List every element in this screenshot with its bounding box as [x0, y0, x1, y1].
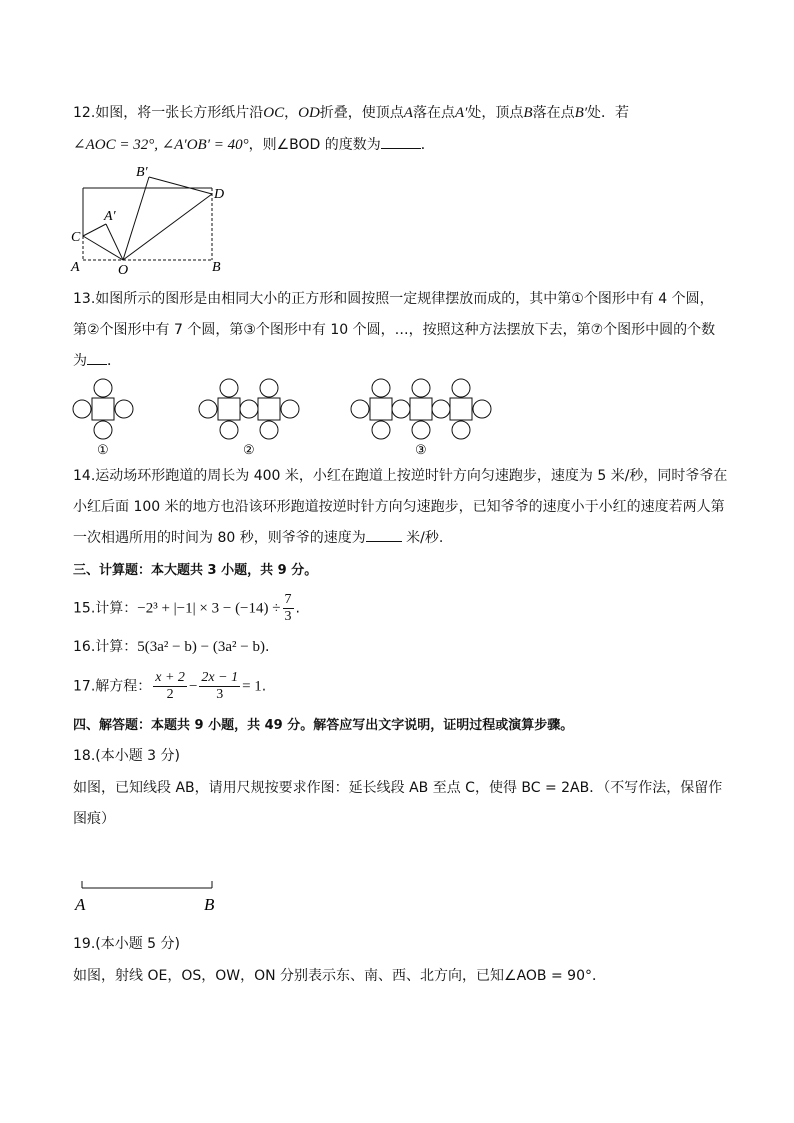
q16-end: . — [264, 639, 270, 655]
circle — [412, 421, 430, 439]
q14-line3 — [73, 528, 443, 548]
q14-line2: 小红后面 100 米的地方也沿该环形跑道按逆时针方向匀速跑步，已知爷爷的速度小于小红的速度若两人第 — [73, 499, 725, 515]
section-3-heading: 三、计算题：本大题共 3 小题，共 9 分。 — [73, 563, 318, 578]
square — [92, 398, 114, 420]
q15 — [73, 592, 300, 626]
q12-sep: ， — [284, 105, 299, 121]
q16-prefix: 16.计算： — [73, 639, 138, 655]
circle — [432, 400, 450, 418]
circle — [115, 400, 133, 418]
circle — [260, 379, 278, 397]
q14-line1: 14.运动场环形跑道的周长为 400 米，小红在跑道上按逆时针方向匀速跑步，速度为 5 米/秒，同时爷爷在 — [73, 468, 728, 484]
q12-od: OD — [298, 105, 320, 121]
q19-title: 19.(本小题 5 分) — [73, 936, 180, 952]
pattern-figure-3 — [351, 379, 491, 439]
q15-expression: −2³ + |−1| × 3 − (−14) ÷ — [137, 600, 281, 617]
q14-answer-blank[interactable] — [366, 529, 402, 542]
figure-label-3: ③ — [415, 442, 427, 457]
q15-numerator: 7 — [284, 592, 292, 607]
label-a: A — [71, 260, 80, 275]
q17-denominator-2: 3 — [216, 687, 224, 702]
q13-line1: 13.如图所示的图形是由相同大小的正方形和圆按照一定规律摆放而成的，其中第①个图形中有 4 个圆， — [73, 291, 714, 307]
figure-label-1: ① — [97, 442, 109, 457]
q12-line2 — [73, 135, 435, 155]
circle — [94, 421, 112, 439]
q12-oc: OC — [263, 105, 285, 121]
q12-answer-blank[interactable] — [381, 136, 421, 149]
fold-line-od — [123, 194, 212, 260]
q13-answer-blank[interactable] — [87, 352, 107, 365]
square — [410, 398, 432, 420]
label-b-prime: B′ — [136, 165, 148, 180]
q12-text-b: 折叠，使顶点 — [319, 105, 404, 121]
q12-text-e: 落在点 — [532, 105, 575, 121]
circle — [220, 421, 238, 439]
figure-label-2: ② — [243, 442, 255, 457]
q15-fraction — [283, 592, 294, 625]
q15-prefix: 15.计算： — [73, 600, 138, 617]
square — [218, 398, 240, 420]
circle — [473, 400, 491, 418]
seg-ca-prime — [83, 224, 106, 236]
q12-fold-diagram — [66, 160, 236, 278]
label-b: B — [212, 260, 221, 275]
q12-text-a: 12.如图，将一张长方形纸片沿 — [73, 105, 264, 121]
circle — [94, 379, 112, 397]
circle — [240, 400, 258, 418]
q17-numerator-2: 2x − 1 — [201, 670, 239, 685]
q16-expression: 5(3a² − b) − (3a² − b) — [137, 639, 265, 655]
label-o: O — [118, 263, 129, 278]
section-4-heading: 四、解答题：本题共 9 小题，共 49 分。解答应写出文字说明，证明过程或演算步骤。 — [73, 718, 574, 733]
circle — [260, 421, 278, 439]
q17-denominator-1: 2 — [166, 687, 174, 702]
q14-text: 一次相遇所用的时间为 80 秒，则爷爷的速度为 — [73, 530, 366, 546]
circle — [220, 379, 238, 397]
q12-aprime: A′ — [454, 105, 468, 121]
circle — [412, 379, 430, 397]
seg-b-prime-d — [149, 177, 212, 194]
q12-text-f: 处．若 — [587, 105, 630, 121]
pattern-figure-1 — [73, 379, 133, 439]
q15-end: . — [295, 600, 300, 617]
label-d: D — [214, 187, 225, 202]
q13-line3 — [73, 351, 121, 371]
q12-text-c: 落在点 — [412, 105, 455, 121]
label-c: C — [71, 230, 81, 245]
q13-end: ． — [107, 353, 121, 369]
circle — [452, 421, 470, 439]
q17-end: . — [261, 678, 267, 695]
square — [450, 398, 472, 420]
q18-line2: 图痕） — [73, 811, 115, 827]
label-b: B — [204, 895, 215, 914]
q19-line1: 如图，射线 OE，OS，OW，ON 分别表示东、南、西、北方向，已知∠AOB = 90°． — [73, 968, 606, 984]
circle — [351, 400, 369, 418]
q17-prefix: 17.解方程： — [73, 678, 152, 695]
circle — [372, 379, 390, 397]
q12-end: ． — [420, 137, 435, 153]
q13-text: 为 — [73, 353, 87, 369]
q12-line1 — [73, 103, 629, 123]
q18-segment-ab — [70, 872, 230, 916]
q17-fraction-1 — [153, 670, 187, 703]
square — [370, 398, 392, 420]
q16 — [73, 637, 269, 657]
q13-line2: 第②个图形中有 7 个圆，第③个图形中有 10 个圆，…，按照这种方法摆放下去，第⑦个图形中圆的个数 — [73, 322, 716, 338]
q14-unit: 米/秒. — [406, 530, 444, 546]
q18-line1: 如图，已知线段 AB，请用尺规按要求作图：延长线段 AB 至点 C，使得 BC = 2AB．（不写作法，保留作 — [73, 780, 723, 796]
q17-numerator-1: x + 2 — [155, 670, 185, 685]
label-a-prime: A′ — [104, 209, 116, 224]
circle — [73, 400, 91, 418]
q12-bprime: B′ — [574, 105, 588, 121]
circle — [392, 400, 410, 418]
seg-o-b-prime — [123, 177, 149, 260]
q17-fraction-2 — [199, 670, 240, 703]
q12-question: ，则∠BOD 的度数为 — [248, 137, 381, 153]
label-a: A — [75, 895, 86, 914]
q12-b: B — [523, 105, 533, 121]
square — [258, 398, 280, 420]
circle — [281, 400, 299, 418]
q12-text-d: 处，顶点 — [467, 105, 524, 121]
q15-denominator: 3 — [284, 609, 292, 624]
q18-title: 18.(本小题 3 分) — [73, 748, 180, 764]
q17-minus: − — [188, 678, 198, 695]
q12-a: A — [403, 105, 413, 121]
circle — [372, 421, 390, 439]
q17-rhs: = 1 — [242, 678, 262, 695]
pattern-figure-2 — [199, 379, 299, 439]
circle — [452, 379, 470, 397]
q13-pattern-figures — [70, 376, 510, 458]
circle — [199, 400, 217, 418]
q17 — [73, 670, 266, 708]
q12-condition: ∠AOC = 32°, ∠A′OB′ = 40° — [73, 137, 249, 153]
